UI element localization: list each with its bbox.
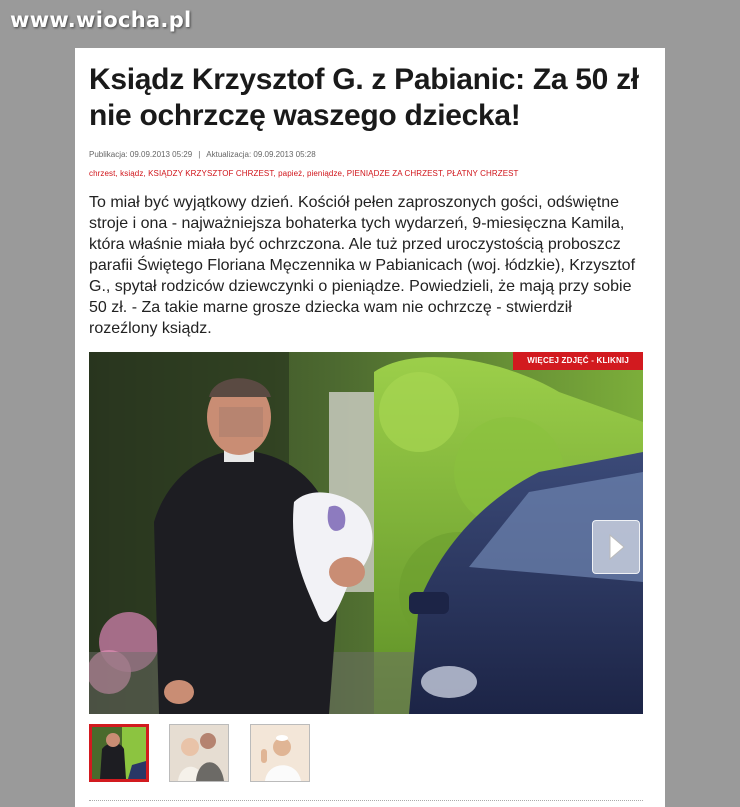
tag-link[interactable]: KSIĄDZY KRZYSZTOF CHRZEST <box>148 169 274 178</box>
thumbnail-pope-image <box>251 725 309 781</box>
meta-separator: | <box>198 150 201 159</box>
article-lead: To miał być wyjątkowy dzień. Kościół pełen zaproszonych gości, odświętne stroje i ona - najważniejsza bohaterka tych wydarzeń, 9-miesięczna Kamila, która właśnie miała być ochrzczona. Ale tuż przed uroczystością proboszcz parafii Świętego Floriana Męczennika w Pabianicach (woj. łódzkie), Krzysztof G., spytał rodziców dziewczynki o pieniądze. Powiedzieli, że mają przy sobie 50 zł. - Za takie marne grosze dziecka wam nie ochrzczę - stwierdził rozeźlony ksiądz. <box>89 194 636 337</box>
article-page <box>75 48 665 807</box>
thumbnail-family-image <box>170 725 228 781</box>
article-body <box>89 48 649 355</box>
thumbnail-family[interactable] <box>169 724 229 782</box>
thumbnail-priest[interactable] <box>89 724 149 782</box>
update-date: Aktualizacja: 09.09.2013 05:28 <box>206 150 316 159</box>
thumbnail-pope[interactable] <box>250 724 310 782</box>
article-meta <box>89 150 649 159</box>
tag-link[interactable]: PIENIĄDZE ZA CHRZEST <box>346 169 443 178</box>
tag-link[interactable]: pieniądze <box>306 169 343 178</box>
article-title: Ksiądz Krzysztof G. z Pabianic: Za 50 zł nie ochrzczę waszego dziecka! <box>89 63 639 132</box>
article-divider <box>89 800 643 801</box>
tag-link[interactable]: PŁATNY CHRZEST <box>446 169 519 178</box>
more-photos-badge[interactable]: WIĘCEJ ZDJĘĆ - KLIKNIJ <box>513 352 643 370</box>
tag-list: chrzest, ksiądz, KSIĄDZY KRZYSZTOF CHRZEST, papież, pieniądze, PIENIĄDZE ZA CHRZEST, PŁATNY CHRZEST <box>89 169 519 178</box>
play-arrow-icon <box>593 521 639 573</box>
tag-link[interactable]: chrzest <box>89 169 116 178</box>
publication-date: Publikacja: 09.09.2013 05:29 <box>89 150 193 159</box>
tag-link[interactable]: ksiądz <box>120 169 144 178</box>
site-watermark: www.wiocha.pl <box>10 8 192 32</box>
main-gallery-photo[interactable] <box>89 352 643 714</box>
thumbnail-priest-image <box>92 727 146 779</box>
gallery-next-button[interactable] <box>592 520 640 574</box>
priest-photo-illustration <box>89 352 643 714</box>
tag-link[interactable]: papież <box>278 169 303 178</box>
